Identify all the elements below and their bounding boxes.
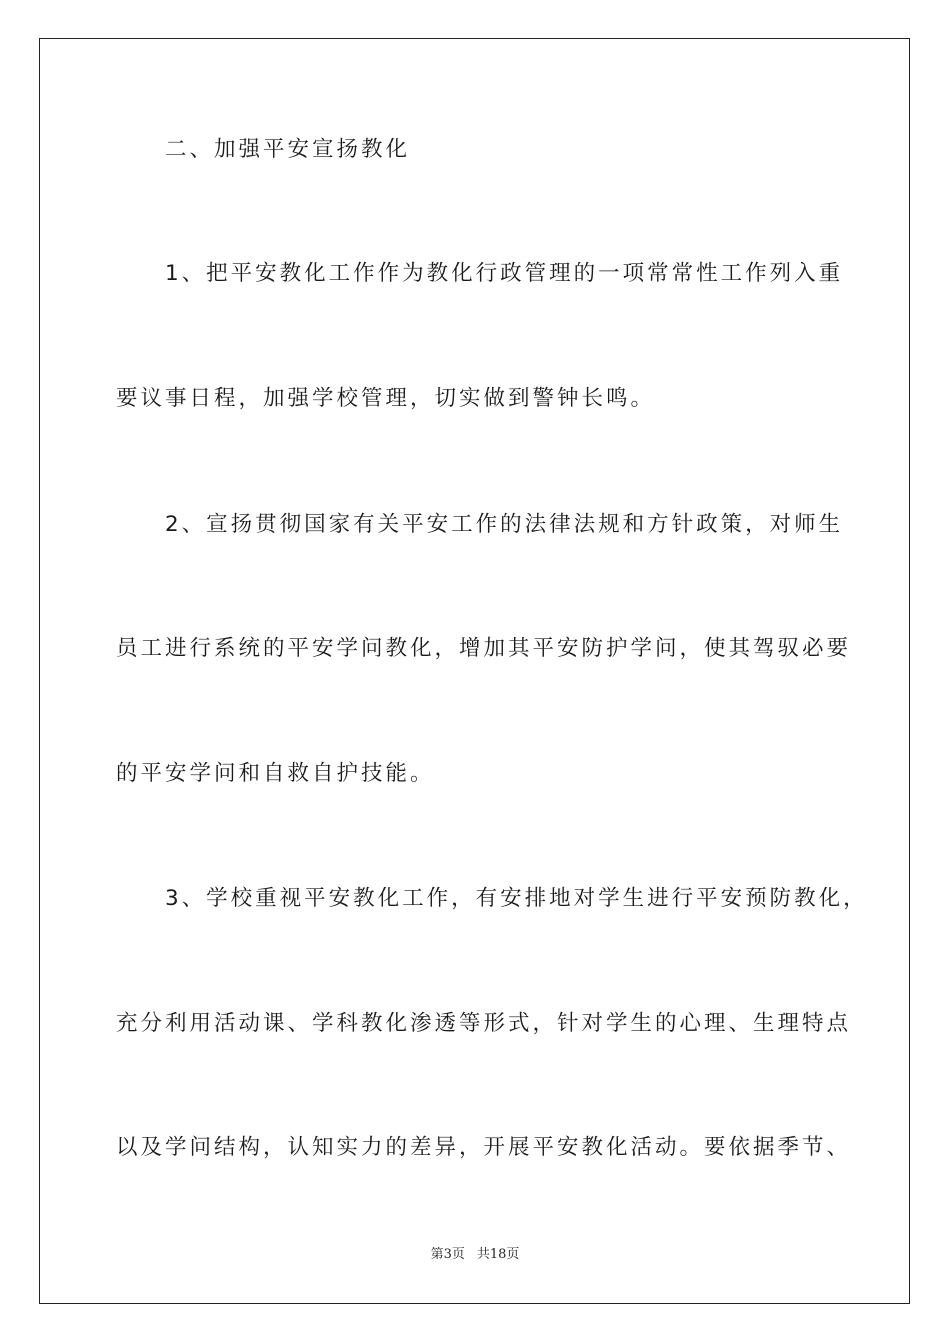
total-page-count: 共18页	[476, 1247, 520, 1262]
paragraph-line: 1、把平安教化工作作为教化行政管理的一项常常性工作列入重	[116, 261, 844, 286]
paragraph-line: 员工进行系统的平安学问教化，增加其平安防护学问，使其驾驭必要	[116, 636, 852, 661]
paragraph-line: 以及学问结构，认知实力的差异，开展平安教化活动。要依据季节、	[116, 1135, 852, 1160]
paragraph-line: 2、宣扬贯彻国家有关平安工作的法律法规和方针政策，对师生	[116, 512, 844, 537]
page-border	[39, 38, 910, 1304]
page-footer	[0, 1246, 950, 1264]
paragraph-line: 要议事日程，加强学校管理，切实做到警钟长鸣。	[116, 386, 656, 411]
current-page-number: 第3页	[430, 1247, 465, 1262]
paragraph-line: 的平安学问和自救自护技能。	[116, 761, 435, 786]
paragraph-line: 充分利用活动课、学科教化渗透等形式，针对学生的心理、生理特点	[116, 1011, 852, 1036]
paragraph-line: 3、学校重视平安教化工作，有安排地对学生进行平安预防教化，	[116, 886, 868, 911]
section-heading: 二、加强平安宣扬教化	[116, 137, 411, 162]
